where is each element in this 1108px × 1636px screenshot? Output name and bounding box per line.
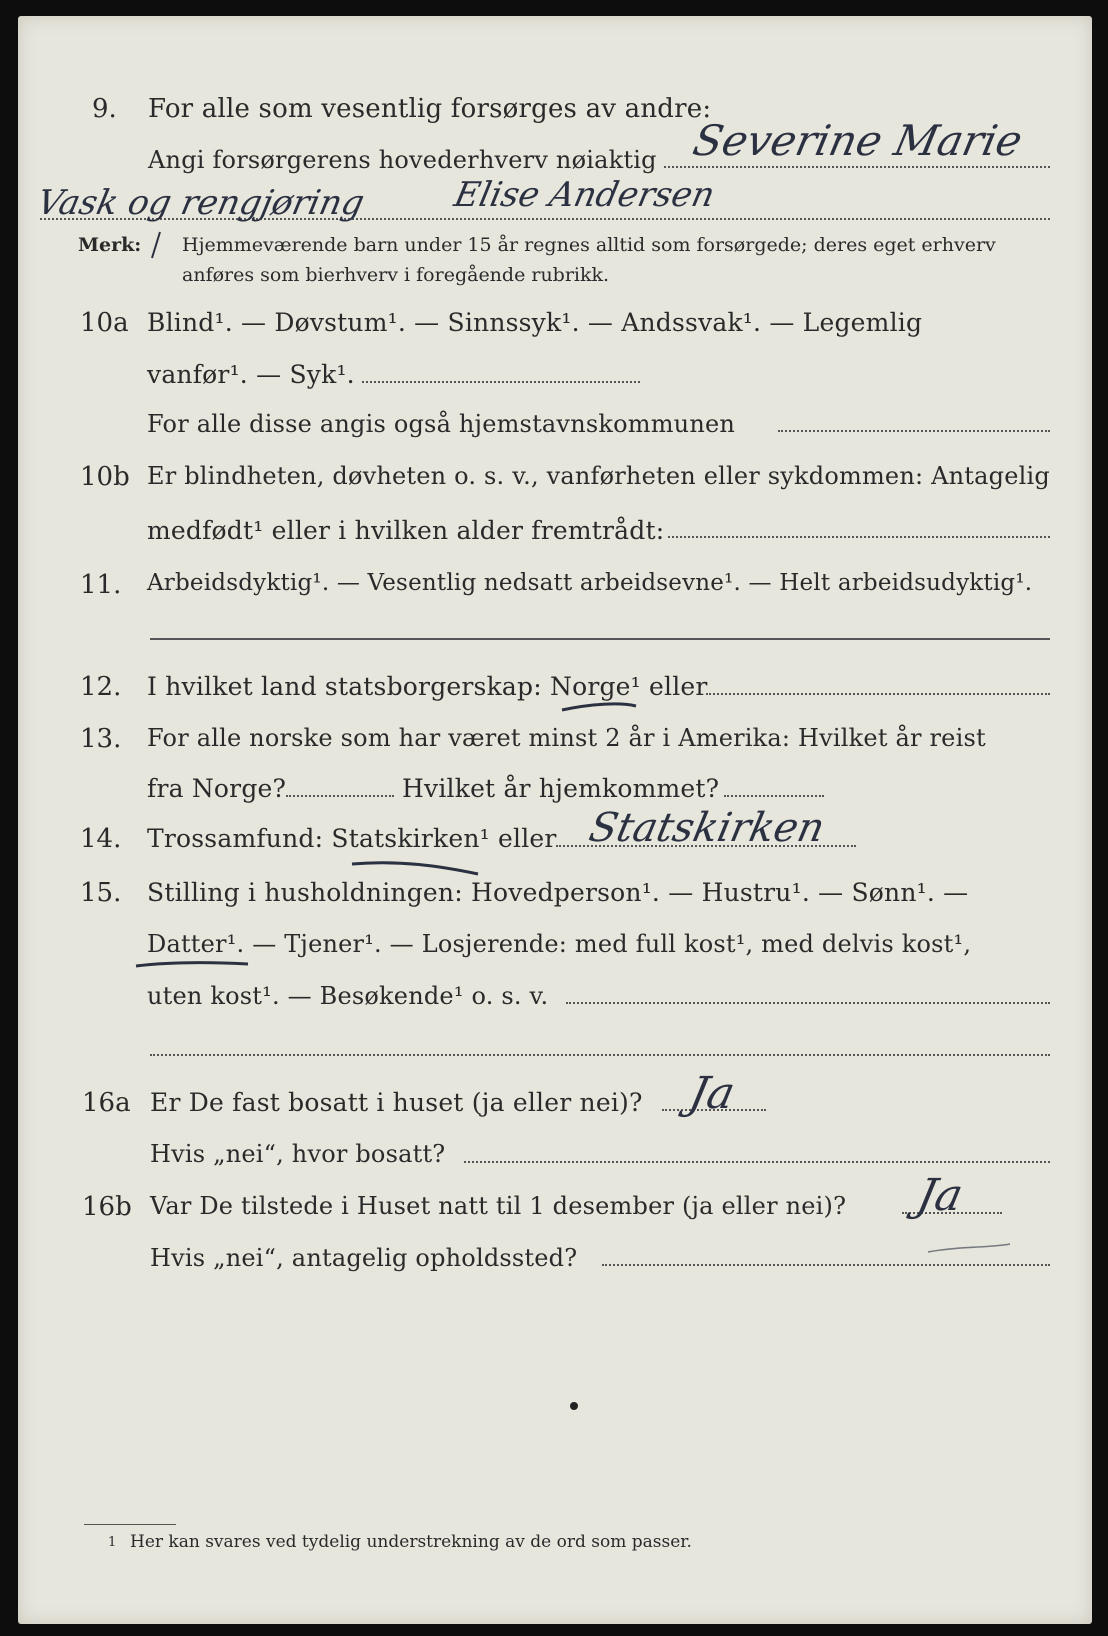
q16b-flourish — [928, 1244, 1010, 1252]
q15-number: 15. — [80, 878, 122, 908]
q16b-line2: Hvis „nei“, antagelig opholdssted? — [150, 1244, 578, 1272]
q10b-number: 10b — [80, 462, 130, 492]
q10a-line2: vanfør¹. — Syk¹. — [147, 360, 355, 389]
norge-underline — [562, 704, 636, 710]
q9-note-line1: Hjemmeværende barn under 15 år regnes alltid som forsørgede; deres eget erhverv — [182, 234, 996, 256]
q10a-line1: Blind¹. — Døvstum¹. — Sinnssyk¹. — Andssvak¹. — Legemlig — [147, 308, 923, 337]
footnote-text: Her kan svares ved tydelig understrekning av de ord som passer. — [130, 1532, 692, 1552]
q11-number: 11. — [80, 570, 122, 600]
q9-line2: Angi forsørgerens hovederhverv nøiaktig — [148, 146, 657, 174]
q10a-line3: For alle disse angis også hjemstavnskommunen — [147, 410, 736, 438]
q16b-handwriting: Ja — [912, 1170, 968, 1221]
q14-number: 14. — [80, 824, 122, 854]
q9-handwriting-provider: Elise Andersen — [450, 175, 719, 215]
q15-line2: Datter¹. — Tjener¹. — Losjerende: med full kost¹, med delvis kost¹, — [147, 930, 972, 958]
q15-line1: Stilling i husholdningen: Hovedperson¹. — Hustru¹. — Sønn¹. — — [147, 878, 969, 907]
q13-line2b: Hvilket år hjemkommet? — [402, 774, 720, 803]
merk-check-mark — [152, 232, 160, 258]
ink-dot — [570, 1402, 578, 1410]
q9-handwriting-name: Severine Marie — [688, 116, 1027, 165]
q10a-number: 10a — [80, 308, 129, 338]
q16b-number: 16b — [82, 1192, 132, 1222]
q10b-line1: Er blindheten, døvheten o. s. v., vanførheten eller sykdommen: Antagelig — [147, 462, 1050, 490]
q13-number: 13. — [80, 724, 122, 754]
q9-note-label: Merk: — [78, 234, 142, 256]
q9-number: 9. — [92, 94, 117, 124]
q15-line3: uten kost¹. — Besøkende¹ o. s. v. — [147, 982, 549, 1010]
q11-line1: Arbeidsdyktig¹. — Vesentlig nedsatt arbeidsevne¹. — Helt arbeidsudyktig¹. — [147, 570, 1033, 596]
q12-number: 12. — [80, 672, 122, 702]
statskirken-underline — [352, 863, 478, 874]
datter-underline — [136, 963, 248, 966]
q16a-line2: Hvis „nei“, hvor bosatt? — [150, 1140, 446, 1168]
q16a-number: 16a — [82, 1088, 131, 1118]
q9-line1: For alle som vesentlig forsørges av andre: — [148, 94, 712, 124]
q13-line1: For alle norske som har været minst 2 år i Amerika: Hvilket år reist — [147, 724, 986, 752]
q9-handwriting-occupation: Vask og rengjøring — [33, 183, 368, 223]
q10b-line2: medfødt¹ eller i hvilken alder fremtrådt: — [147, 516, 665, 545]
q14-handwriting: Statskirken — [585, 805, 829, 851]
q16a-line1: Er De fast bosatt i huset (ja eller nei)? — [150, 1088, 643, 1117]
q16b-line1: Var De tilstede i Huset natt til 1 desember (ja eller nei)? — [150, 1192, 847, 1220]
q14-line1: Trossamfund: Statskirken¹ eller — [147, 824, 557, 853]
q13-line2a: fra Norge? — [147, 774, 287, 803]
footnote-mark: 1 — [108, 1535, 117, 1550]
q16a-handwriting: Ja — [684, 1068, 740, 1119]
q9-note-line2: anføres som bierhverv i foregående rubrikk. — [182, 264, 610, 286]
q12-line1: I hvilket land statsborgerskap: Norge¹ eller — [147, 672, 708, 701]
